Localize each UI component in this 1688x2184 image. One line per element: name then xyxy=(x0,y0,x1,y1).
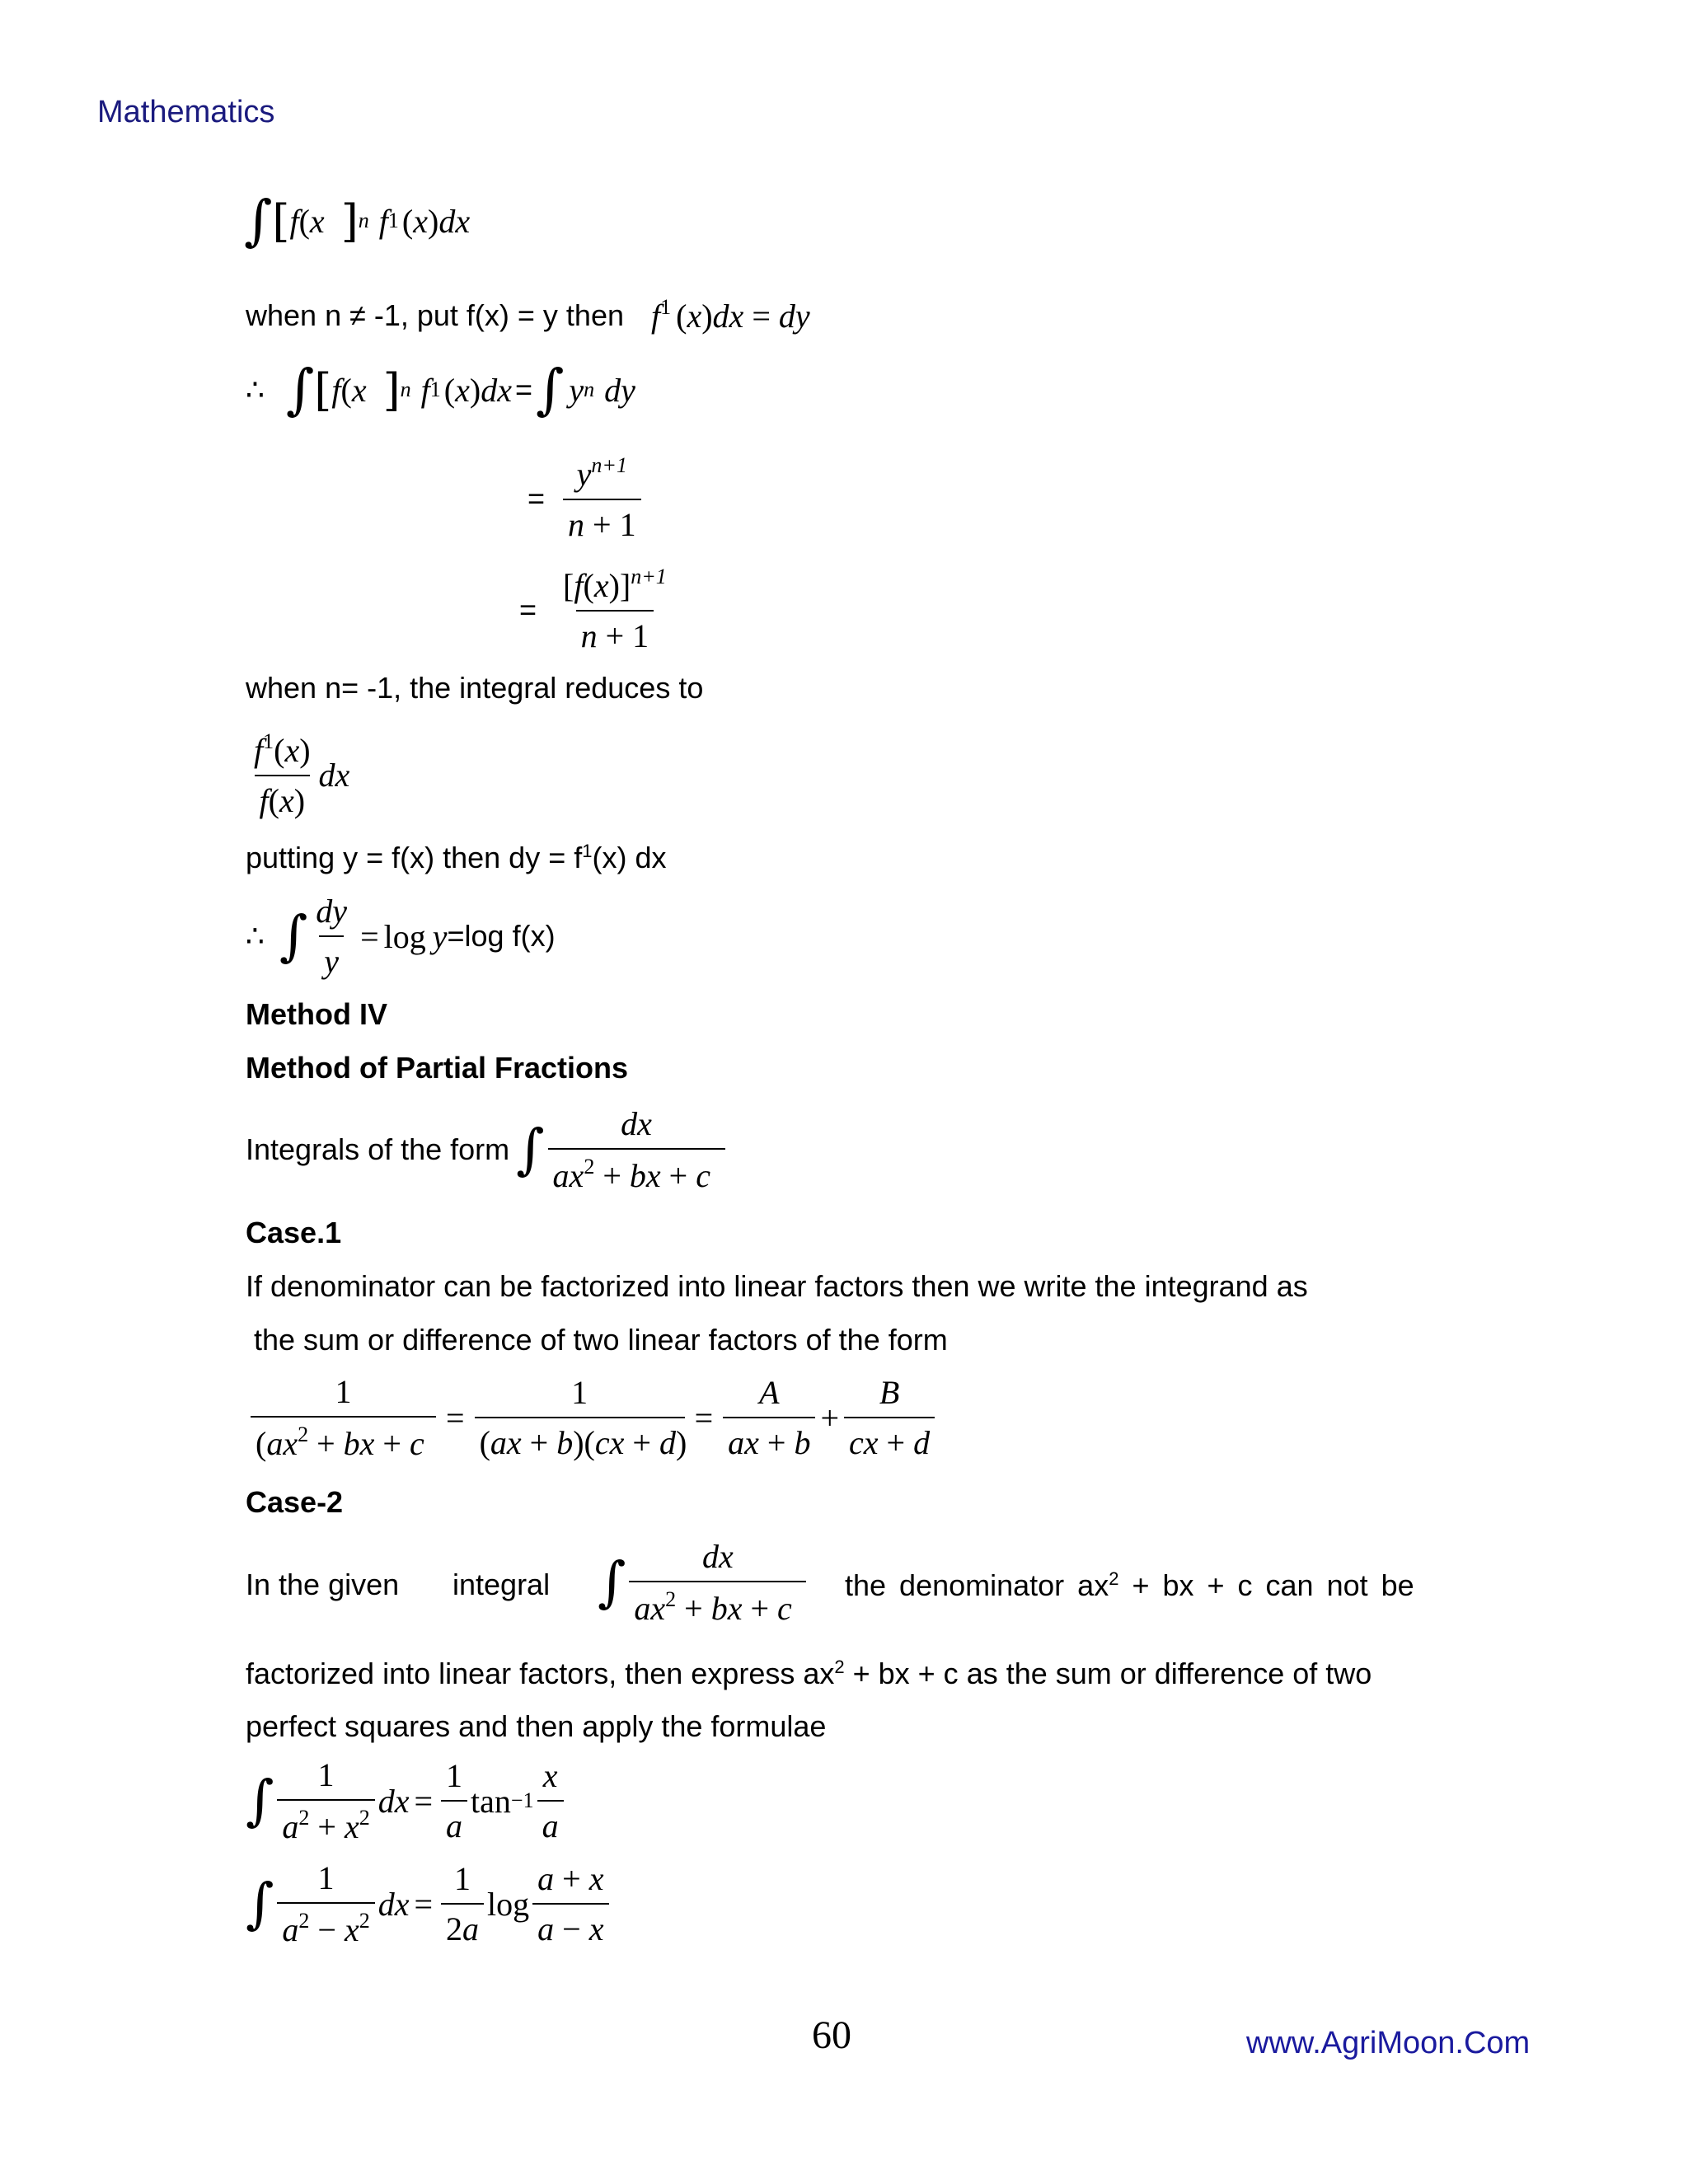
website-link[interactable]: www.AgriMoon.Com xyxy=(1246,2026,1531,2060)
text-when-n-not: when n ≠ -1, put f(x) = y then xyxy=(246,298,624,332)
text-case1-line1: If denominator can be factorized into linear factors then we write the integrand as xyxy=(246,1269,1308,1303)
text-case2-integral: integral xyxy=(452,1568,551,1601)
page-number: 60 xyxy=(812,2013,851,2057)
heading-case-2: Case-2 xyxy=(246,1485,344,1519)
heading-partial-fractions: Method of Partial Fractions xyxy=(246,1051,629,1085)
equation-dy-sub: $f^1$ (x)dx = dy xyxy=(651,295,810,335)
equation-integral-form: Integrals of the form ∫ $\frac{dx}{ax^2 + bx + c}$ xyxy=(246,1104,729,1195)
equation-therefore-1: ∴ ∫ [ f ( x ] n f 1 ( x ) dx = ∫ y n dy xyxy=(246,358,635,421)
text-case1-line2: the sum or difference of two linear factors of the form xyxy=(254,1323,948,1357)
equation-formula-arctan: ∫ $\frac{1}{a^2 + x^2}$ dx = $\frac{1}{a}$ tan −1 $\frac{x}{a}$ xyxy=(246,1755,567,1846)
equation-formula-log: ∫ $\frac{1}{a^2 - x^2}$ dx = $\frac{1}{2a}$ log $\frac{a + x}{a - x}$ xyxy=(246,1858,612,1949)
equation-integral-fn: ∫ [ f ( x ] n f 1 ( x ) dx xyxy=(244,189,471,252)
equation-therefore-log: ∴ ∫ $\frac{dy}{y}$ = log y =log f(x) xyxy=(246,893,556,980)
equation-case2-integral: ∫ $\frac{dx}{ax^2 + bx + c}$ xyxy=(598,1537,809,1628)
text-putting: putting y = f(x) then dy = $f^1(x)$ dx xyxy=(246,841,667,874)
text-when-n-eq: when n= -1, the integral reduces to xyxy=(246,671,704,705)
equation-log-derivative: $\frac{f^1(x)}{f(x)}$ dx xyxy=(254,729,350,819)
equation-step-1: = $\frac{y^{n+1}}{n + 1}$ xyxy=(528,453,645,544)
heading-method-iv: Method IV xyxy=(246,997,387,1031)
heading-case-1: Case.1 xyxy=(246,1216,342,1249)
equation-partial-fraction: $\frac{1}{(ax^2 + bx + c}$ = $\frac{1}{(ax + b)(cx + d)}$ = $\frac{A}{ax + b}$ + $\frac{B}{cx + d}$ xyxy=(247,1372,938,1463)
text-case2-in: In the given xyxy=(246,1568,400,1601)
page-header: Mathematics xyxy=(97,95,275,129)
text-case2-line3: perfect squares and then apply the formulae xyxy=(246,1709,827,1743)
text-case2-denom: the denominator $ax^2$ + bx + c can not be xyxy=(845,1568,1414,1602)
text-case2-line2: factorized into linear factors, then express $ax^2$ + bx + c as the sum or difference of two xyxy=(246,1657,1372,1690)
equation-step-2: = $\frac{[f(x)]^{n+1}}{n + 1}$ xyxy=(519,565,667,654)
